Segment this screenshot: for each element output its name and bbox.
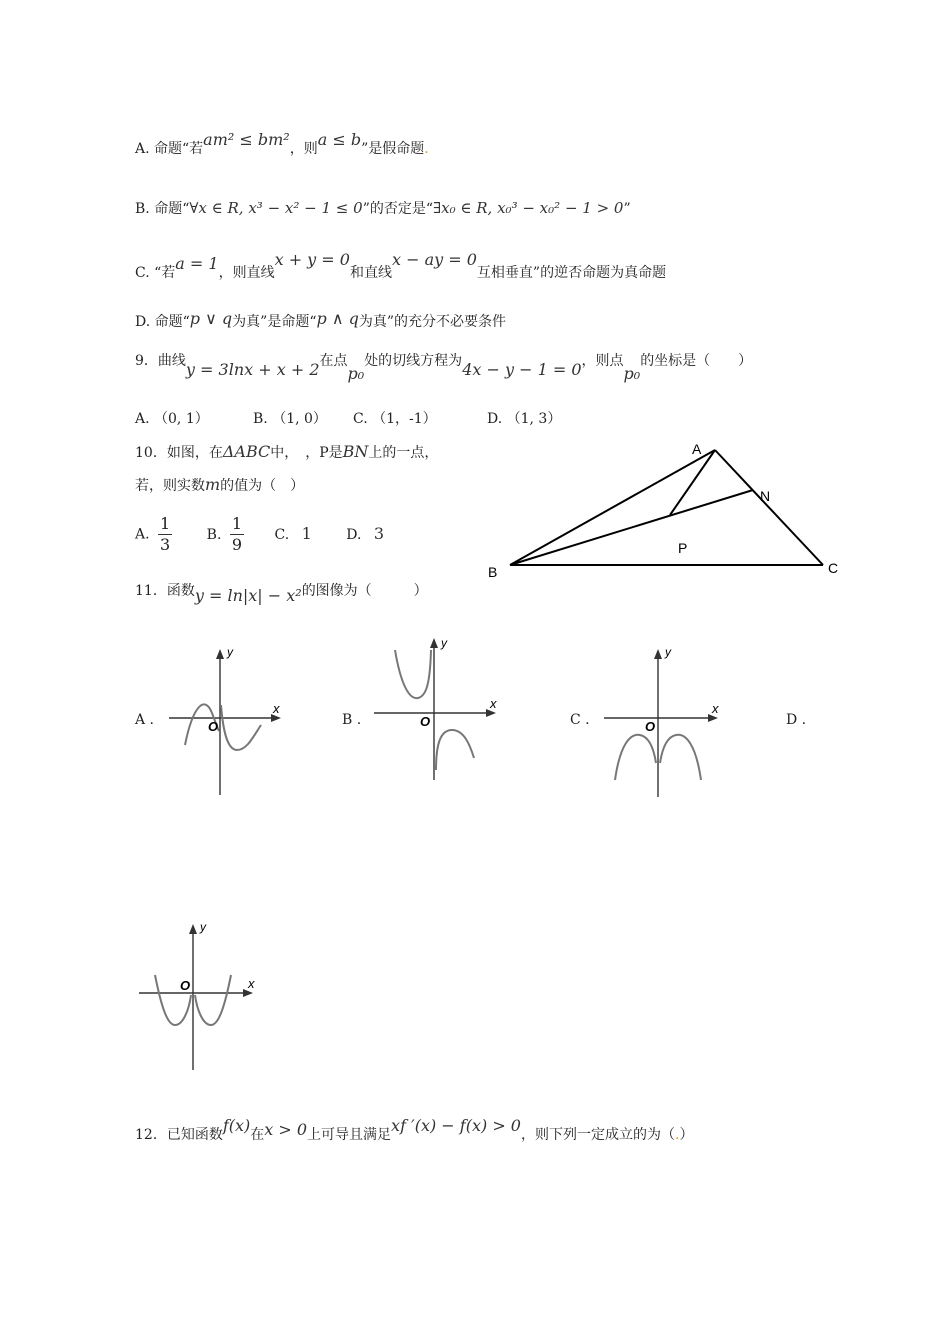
- q11-stem: [135, 580, 428, 605]
- q9-math3: 4x − y − 1 = 0: [462, 360, 582, 379]
- q10-option-c-label: C.: [274, 526, 290, 543]
- q8-option-a: [135, 130, 429, 158]
- q10-line2-pre: 若，则实数: [135, 478, 205, 494]
- q8-a-math1: am² ≤ bm²: [203, 130, 290, 149]
- q10-math2: BN: [342, 442, 369, 461]
- curve-right: [221, 705, 261, 750]
- q10-option-b-fraction: [230, 514, 244, 555]
- q8-c-mid1: ，则直线: [218, 265, 275, 281]
- q8-b-math1: ∀x ∈ R, x³ − x² − 1 ≤ 0: [189, 199, 363, 217]
- q10-option-d-label: D.: [346, 526, 362, 543]
- q12-mid2: 上可导且满足: [307, 1127, 392, 1143]
- q11-post: 的图像为（ ）: [301, 583, 428, 599]
- q8-option-b: [135, 198, 631, 218]
- q10-stem-line2: [135, 475, 304, 495]
- q8-d-math1: p ∨ q: [189, 309, 233, 328]
- q8-b-math2: ∃x₀ ∈ R, x₀³ − x₀² − 1 > 0: [433, 199, 624, 217]
- q10-option-d-value: 3: [373, 523, 385, 543]
- label-p: P: [678, 540, 688, 556]
- q11-label-a: A .: [135, 712, 155, 728]
- label-n: N: [760, 488, 771, 504]
- q8-b-pre: B. 命题“: [135, 201, 190, 217]
- q10-option-c-value: 1: [301, 523, 312, 543]
- origin-label: O: [420, 714, 431, 729]
- triangle-figure: [480, 435, 850, 585]
- segment-bn: [510, 490, 753, 565]
- q10-option-b-label: B.: [206, 526, 222, 543]
- q8-c-post: 互相垂直”的逆否命题为真命题: [476, 265, 667, 281]
- origin-label: O: [180, 978, 191, 993]
- q12-post: ，则下列一定成立的为（: [520, 1127, 675, 1143]
- q12-math3: xf ′(x) − f(x) > 0: [391, 1116, 521, 1135]
- y-label: y: [227, 645, 233, 659]
- q9-pre: 9．曲线: [135, 353, 186, 369]
- label-b: B: [488, 564, 498, 580]
- q9-mid2: 处的切线方程为: [364, 353, 463, 369]
- q10-stem: [135, 442, 438, 462]
- q8-d-math2: p ∧ q: [316, 309, 359, 328]
- q8-a-math2: a ≤ b: [317, 130, 362, 149]
- q9-option-d: D. （1, 3）: [487, 411, 562, 427]
- q8-d-mid: 为真”是命题“: [232, 314, 317, 330]
- q10-option-a-fraction: [158, 514, 172, 555]
- q11-math1: y = ln|x| − x²: [194, 586, 302, 605]
- label-a: A: [692, 441, 702, 457]
- q10-b-den: 9: [231, 535, 243, 554]
- q9-mid3: ，则点: [581, 353, 624, 369]
- q8-c-math3: x − ay = 0: [391, 250, 477, 269]
- x-label: x: [712, 701, 719, 716]
- y-label: y: [200, 920, 206, 934]
- x-label: x: [273, 701, 280, 716]
- q9-option-c: C. （1，-1）: [353, 411, 437, 427]
- q11-label-c: C .: [570, 712, 590, 728]
- q9-option-b: B. （1, 0）: [253, 411, 327, 427]
- q10-line2-post: 的值为（ ）: [220, 478, 305, 494]
- graph-a: [165, 645, 290, 800]
- q12-math1: f(x): [222, 1116, 251, 1135]
- q9-options: [135, 408, 561, 428]
- q8-c-math2: x + y = 0: [274, 250, 350, 269]
- q10-a-den: 3: [160, 535, 171, 554]
- origin-label: O: [208, 719, 219, 734]
- y-arrow-icon: [189, 924, 197, 934]
- q9-math2: p₀: [347, 364, 365, 383]
- q9-math1: y = 3lnx + x + 2: [185, 360, 320, 379]
- curve-left: [615, 735, 656, 780]
- edge-ac: [715, 450, 823, 565]
- x-label: x: [490, 696, 497, 711]
- q10-options: [135, 514, 384, 555]
- q8-option-d: [135, 311, 506, 331]
- q12-mid1: 在: [250, 1127, 265, 1143]
- x-label: x: [248, 976, 255, 991]
- origin-label: O: [645, 719, 656, 734]
- marker-dot: .: [424, 141, 429, 157]
- y-arrow-icon: [430, 638, 438, 648]
- q9-stem: [135, 350, 753, 383]
- y-label: y: [665, 645, 671, 659]
- q8-d-pre: D. 命题“: [135, 314, 190, 330]
- q10-option-a-label: A.: [135, 526, 150, 543]
- q10-mid1: 中， ，P是: [270, 445, 343, 461]
- q8-b-mid: ”的否定是“: [362, 201, 434, 217]
- q8-a-post: ”是假命题: [361, 141, 425, 157]
- segment-ap: [670, 450, 715, 515]
- q12-close: ）: [679, 1127, 694, 1143]
- graph-d: [135, 920, 265, 1075]
- q8-a-pre: A. 命题“若: [135, 141, 204, 157]
- graph-b: [370, 630, 505, 785]
- q8-option-c: [135, 250, 667, 282]
- curve-right: [195, 975, 231, 1025]
- q8-d-post: 为真”的充分不必要条件: [358, 314, 507, 330]
- q10-a-num: 1: [160, 514, 171, 533]
- q12-dot: .: [674, 1127, 680, 1143]
- q8-c-pre: C. “若: [135, 265, 176, 281]
- q12-pre: 12．已知函数: [135, 1127, 223, 1143]
- curve-right: [660, 735, 701, 780]
- q9-option-a: A. （0, 1）: [135, 411, 209, 427]
- q11-label-b: B .: [342, 712, 362, 728]
- q9-post: 的坐标是（ ）: [640, 353, 753, 369]
- q9-mid1: 在点: [319, 353, 348, 369]
- y-label: y: [441, 636, 447, 650]
- curve-right: [436, 730, 474, 770]
- q10-math1: ΔABC: [222, 442, 271, 461]
- q11-pre: 11．函数: [135, 583, 195, 599]
- q9-math4: p₀: [623, 364, 641, 383]
- q10-math3: m: [205, 475, 221, 494]
- label-c: C: [828, 560, 839, 576]
- y-arrow-icon: [216, 649, 224, 659]
- y-arrow-icon: [654, 649, 662, 659]
- graph-c: [600, 645, 725, 800]
- q8-c-mid2: 和直线: [349, 265, 392, 281]
- q11-label-d: D .: [786, 712, 807, 728]
- curve-left: [395, 650, 431, 698]
- q8-c-math1: a = 1: [175, 254, 219, 273]
- q8-a-mid: ，则: [289, 141, 318, 157]
- q10-b-num: 1: [231, 514, 243, 533]
- q12-stem: [135, 1116, 694, 1144]
- q10-post: 上的一点，: [368, 445, 439, 461]
- q8-b-post: ”: [623, 201, 631, 217]
- q10-pre: 10．如图，在: [135, 445, 223, 461]
- q12-math2: x > 0: [264, 1120, 308, 1139]
